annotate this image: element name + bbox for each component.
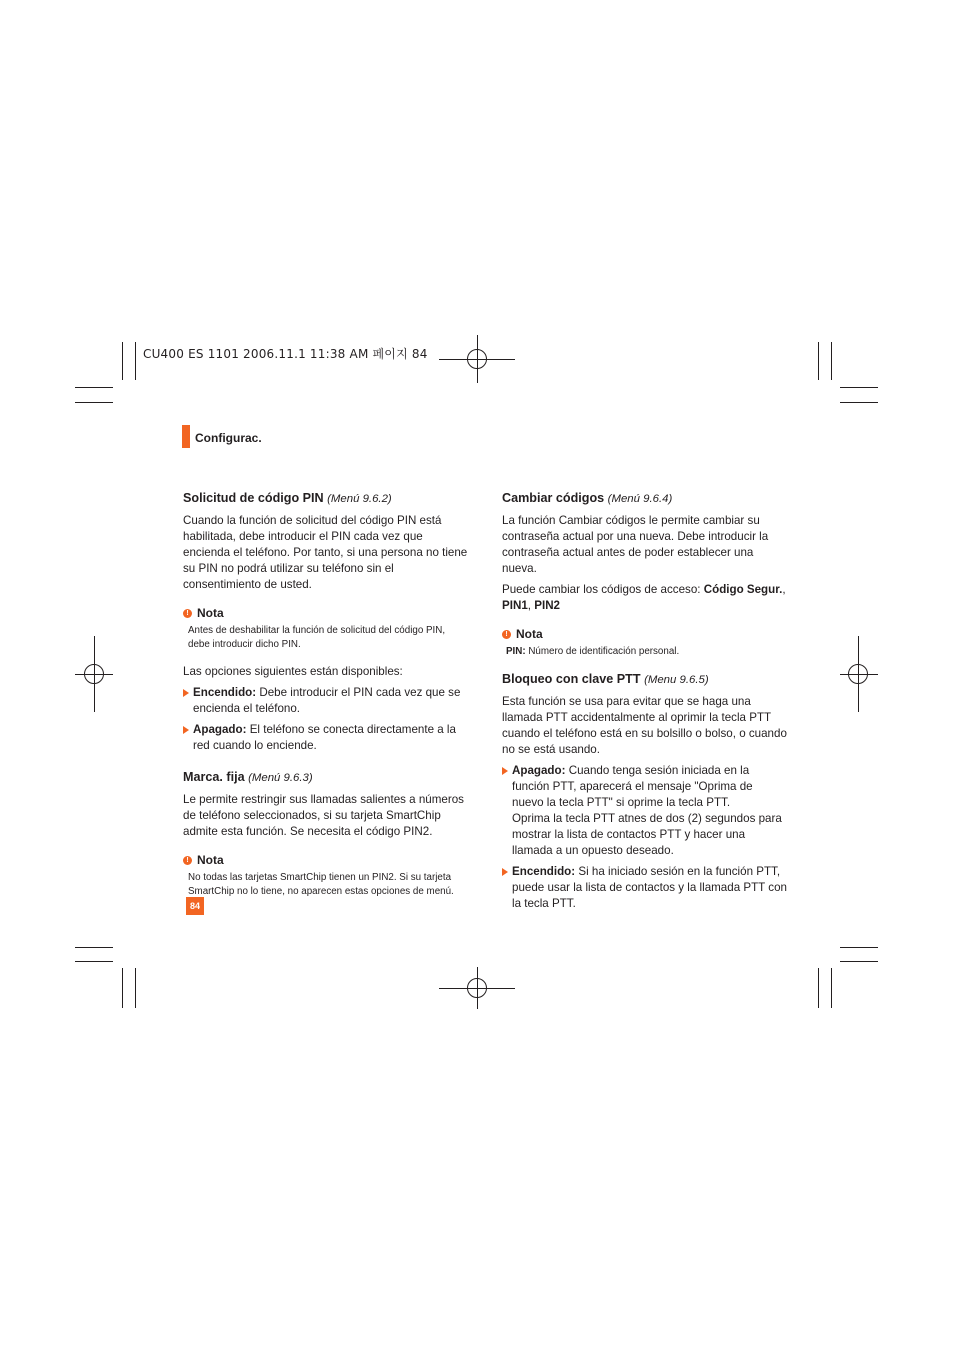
note-body: No todas las tarjetas SmartChip tienen un PIN2. Si su tarjeta SmartChip no lo tiene, no aparecen estas opciones de menú. xyxy=(188,872,454,897)
heading-fixed-dial: Marca. fija (Menú 9.6.3) xyxy=(183,770,313,784)
paragraph: Cuando la función de solicitud del código PIN está habilitada, debe introducir el PIN cada vez que encienda el teléfono. Por tanto, si una persona no tiene su PIN no podrá utilizar su teléfono sin el consentimiento de usted. xyxy=(183,514,468,591)
bullet-triangle-icon xyxy=(183,726,189,734)
left-column xyxy=(183,490,468,911)
crop-mark xyxy=(831,968,832,1008)
list-item: Encendido: Si ha iniciado sesión en la función PTT, puede usar la lista de contactos y la llamada PTT con la tecla PTT. xyxy=(502,864,787,912)
crop-mark xyxy=(818,968,819,1008)
crop-mark xyxy=(840,402,878,403)
section-accent-bar xyxy=(182,425,190,448)
heading-ptt-lock: Bloqueo con clave PTT (Menu 9.6.5) xyxy=(502,672,709,686)
crop-mark xyxy=(75,947,113,948)
crop-mark xyxy=(840,947,878,948)
crop-mark xyxy=(75,402,113,403)
list-item: Encendido: Debe introducir el PIN cada vez que se encienda el teléfono. xyxy=(183,685,468,717)
heading-pin-request: Solicitud de código PIN (Menú 9.6.2) xyxy=(183,491,392,505)
note-heading: ! Nota xyxy=(183,852,468,868)
crop-mark xyxy=(840,961,878,962)
crop-mark xyxy=(75,961,113,962)
crop-mark xyxy=(122,968,123,1008)
section-title: Configurac. xyxy=(195,431,262,445)
bullet-triangle-icon xyxy=(502,767,508,775)
registration-circle xyxy=(467,349,487,369)
crop-mark xyxy=(122,342,123,380)
crop-mark xyxy=(135,342,136,380)
registration-circle xyxy=(467,978,487,998)
crop-mark xyxy=(831,342,832,380)
paragraph: Le permite restringir sus llamadas salientes a números de teléfono seleccionados, si su tarjeta SmartChip admite esta función. Se necesita el código PIN2. xyxy=(183,793,464,838)
crop-mark xyxy=(75,387,113,388)
heading-change-codes: Cambiar códigos (Menú 9.6.4) xyxy=(502,491,673,505)
bullet-triangle-icon xyxy=(502,868,508,876)
exclamation-icon: ! xyxy=(502,630,511,639)
exclamation-icon: ! xyxy=(183,856,192,865)
note-body: PIN: Número de identificación personal. xyxy=(506,646,680,657)
crop-mark xyxy=(135,968,136,1008)
print-slug: CU400 ES 1101 2006.11.1 11:38 AM 페이지 84 xyxy=(143,347,428,361)
bullet-triangle-icon xyxy=(183,689,189,697)
paragraph: Esta función se usa para evitar que se haga una llamada PTT accidentalmente al oprimir la tecla PTT cuando el teléfono está en su bolsillo o bolso, o cuando no se está usando. xyxy=(502,695,787,756)
registration-circle xyxy=(84,664,104,684)
registration-circle xyxy=(848,664,868,684)
right-column xyxy=(502,490,787,917)
paragraph: Las opciones siguientes están disponibles: xyxy=(183,665,403,678)
note-heading: ! Nota xyxy=(183,605,468,621)
exclamation-icon: ! xyxy=(183,609,192,618)
crop-mark xyxy=(840,387,878,388)
list-item: Apagado: Cuando tenga sesión iniciada en la función PTT, aparecerá el mensaje "Oprima de nuevo la tecla PTT" si oprime la tecla PTT. Oprima la tecla PTT atnes de dos (2) segundos para mostrar la lista de contactos PTT y hacer una llamada a un opuesto deseado. xyxy=(502,763,787,859)
page-number-badge: 84 xyxy=(186,897,204,915)
note-body: Antes de deshabilitar la función de solicitud del código PIN, debe introducir dicho PIN. xyxy=(188,625,446,650)
list-item: Apagado: El teléfono se conecta directamente a la red cuando lo enciende. xyxy=(183,722,468,754)
crop-mark xyxy=(818,342,819,380)
note-heading: ! Nota xyxy=(502,626,787,642)
paragraph-codes: Puede cambiar los códigos de acceso: Código Segur., PIN1, PIN2 xyxy=(502,583,786,612)
paragraph: La función Cambiar códigos le permite cambiar su contraseña actual por una nueva. Debe introducir la contraseña actual antes de poder establecer una nueva. xyxy=(502,514,769,575)
